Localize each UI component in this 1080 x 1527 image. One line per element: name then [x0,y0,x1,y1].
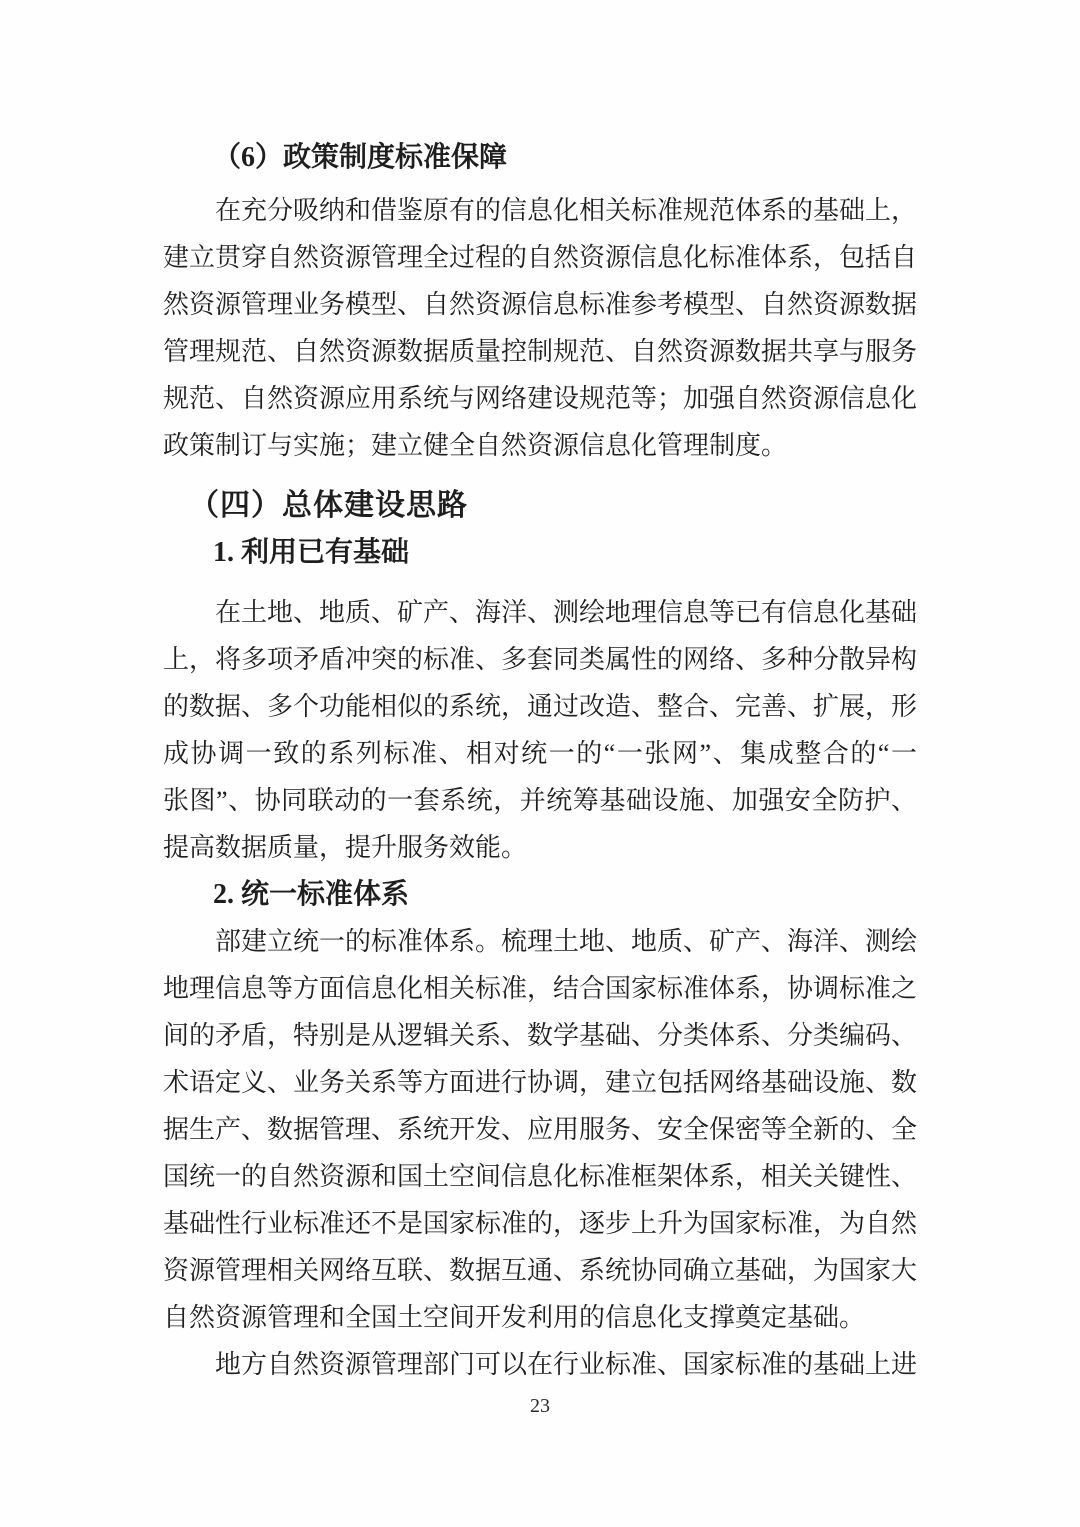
text-line: 自然资源管理和全国土空间开发利用的信息化支撑奠定基础。 [163,1303,866,1332]
document-content [163,134,917,1388]
text-line: 基础性行业标准还不是国家标准的，逐步上升为国家标准，为自然 [163,1209,918,1238]
text-line: 地理信息等方面信息化相关标准，结合国家标准体系，协调标准之 [163,974,918,1003]
text-line: 据生产、数据管理、系统开发、应用服务、安全保密等全新的、全 [163,1115,918,1144]
text-line: 规范、自然资源应用系统与网络建设规范等；加强自然资源信息化 [163,384,918,413]
text-line: 然资源管理业务模型、自然资源信息标准参考模型、自然资源数据 [163,290,918,319]
text-line: 的数据、多个功能相似的系统，通过改造、整合、完善、扩展，形 [163,692,918,721]
paragraph-policy-standards [163,187,917,469]
text-line: 上，将多项矛盾冲突的标准、多套同类属性的网络、多种分散异构 [163,645,918,674]
text-line: 间的矛盾，特别是从逻辑关系、数学基础、分类体系、分类编码、 [163,1021,918,1050]
heading-sub-2-unified-standards: 2. 统一标准体系 [213,879,410,910]
text-line: 张图”、协同联动的一套系统，并统筹基础设施、加强安全防护、 [163,786,917,815]
text-line: 提高数据质量，提升服务效能。 [163,833,528,862]
text-line: 成协调一致的系列标准、相对统一的“一张网”、集成整合的“一 [163,739,917,768]
text-line: 术语定义、业务关系等方面进行协调，建立包括网络基础设施、数 [163,1068,918,1097]
text-line: 在土地、地质、矿产、海洋、测绘地理信息等已有信息化基础 [215,598,918,627]
text-line: 在充分吸纳和借鉴原有的信息化相关标准规范体系的基础上， [215,196,918,225]
page-number: 23 [530,1395,550,1417]
text-line: 部建立统一的标准体系。梳理土地、地质、矿产、海洋、测绘 [215,927,918,956]
text-line: 建立贯穿自然资源管理全过程的自然资源信息化标准体系，包括自 [163,243,918,272]
paragraph-existing-foundation [163,589,917,871]
text-line: 政策制订与实施；建立健全自然资源信息化管理制度。 [163,431,788,460]
heading-sub-1-existing-foundation: 1. 利用已有基础 [213,537,410,568]
paragraph-local-departments [163,1341,917,1388]
text-line: 国统一的自然资源和国土空间信息化标准框架体系，相关关键性、 [163,1162,918,1191]
text-line: 资源管理相关网络互联、数据互通、系统协同确立基础，为国家大 [163,1256,918,1285]
paragraph-unified-standards [163,918,917,1341]
text-line: 管理规范、自然资源数据质量控制规范、自然资源数据共享与服务 [163,337,918,366]
text-line: 地方自然资源管理部门可以在行业标准、国家标准的基础上进 [215,1350,918,1379]
heading-section-6: （6）政策制度标准保障 [213,142,508,173]
heading-section-4-overall-plan: （四）总体建设思路 [189,489,468,522]
